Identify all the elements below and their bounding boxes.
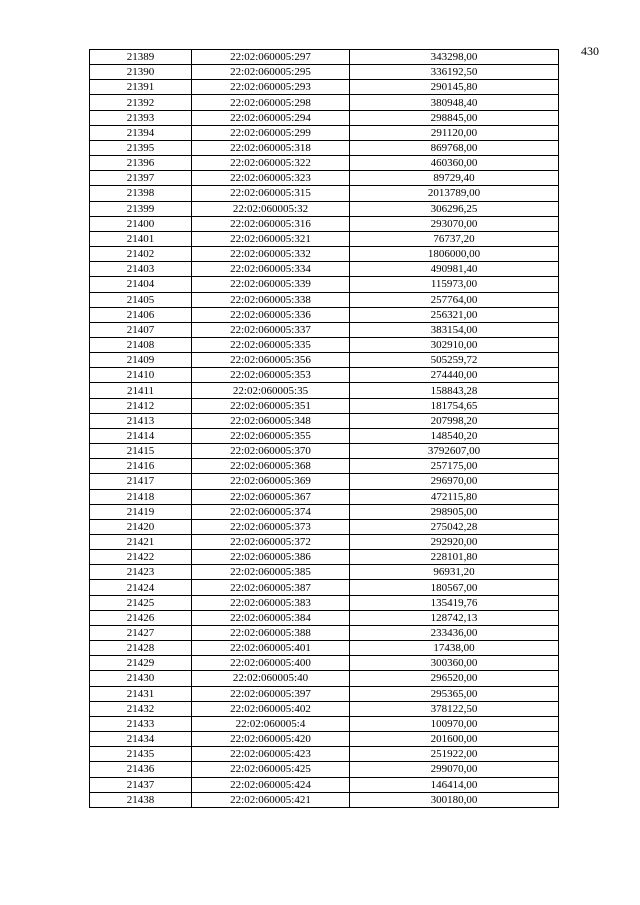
row-number-cell: 21427 [90, 625, 192, 640]
cadastral-value-cell: 251922,00 [350, 747, 559, 762]
cadastral-table [89, 49, 559, 808]
row-number-cell: 21397 [90, 171, 192, 186]
cadastral-value-cell: 115973,00 [350, 277, 559, 292]
cadastral-value-cell: 256321,00 [350, 307, 559, 322]
table-row [90, 656, 559, 671]
table-row [90, 186, 559, 201]
cadastral-number-cell: 22:02:060005:351 [192, 398, 350, 413]
cadastral-number-cell: 22:02:060005:4 [192, 716, 350, 731]
table-row [90, 671, 559, 686]
row-number-cell: 21418 [90, 489, 192, 504]
table-row [90, 641, 559, 656]
cadastral-value-cell: 300360,00 [350, 656, 559, 671]
cadastral-value-cell: 296970,00 [350, 474, 559, 489]
cadastral-value-cell: 135419,76 [350, 595, 559, 610]
table-row [90, 428, 559, 443]
cadastral-number-cell: 22:02:060005:387 [192, 580, 350, 595]
table-row [90, 459, 559, 474]
cadastral-number-cell: 22:02:060005:295 [192, 65, 350, 80]
cadastral-number-cell: 22:02:060005:294 [192, 110, 350, 125]
cadastral-value-cell: 343298,00 [350, 50, 559, 65]
row-number-cell: 21426 [90, 610, 192, 625]
cadastral-number-cell: 22:02:060005:423 [192, 747, 350, 762]
table-row [90, 140, 559, 155]
cadastral-value-cell: 3792607,00 [350, 444, 559, 459]
cadastral-value-cell: 290145,80 [350, 80, 559, 95]
cadastral-number-cell: 22:02:060005:353 [192, 368, 350, 383]
table-row [90, 125, 559, 140]
cadastral-number-cell: 22:02:060005:315 [192, 186, 350, 201]
cadastral-number-cell: 22:02:060005:368 [192, 459, 350, 474]
table-row [90, 398, 559, 413]
cadastral-value-cell: 1806000,00 [350, 247, 559, 262]
cadastral-value-cell: 76737,20 [350, 231, 559, 246]
row-number-cell: 21408 [90, 337, 192, 352]
row-number-cell: 21403 [90, 262, 192, 277]
cadastral-number-cell: 22:02:060005:335 [192, 337, 350, 352]
cadastral-number-cell: 22:02:060005:383 [192, 595, 350, 610]
table-row [90, 201, 559, 216]
cadastral-value-cell: 128742,13 [350, 610, 559, 625]
table-row [90, 383, 559, 398]
cadastral-number-cell: 22:02:060005:386 [192, 550, 350, 565]
row-number-cell: 21391 [90, 80, 192, 95]
row-number-cell: 21434 [90, 732, 192, 747]
cadastral-number-cell: 22:02:060005:348 [192, 413, 350, 428]
table-row [90, 732, 559, 747]
cadastral-value-cell: 96931,20 [350, 565, 559, 580]
cadastral-value-cell: 180567,00 [350, 580, 559, 595]
cadastral-value-cell: 296520,00 [350, 671, 559, 686]
row-number-cell: 21395 [90, 140, 192, 155]
cadastral-number-cell: 22:02:060005:299 [192, 125, 350, 140]
table-row [90, 762, 559, 777]
row-number-cell: 21413 [90, 413, 192, 428]
table-row [90, 307, 559, 322]
cadastral-number-cell: 22:02:060005:367 [192, 489, 350, 504]
row-number-cell: 21411 [90, 383, 192, 398]
row-number-cell: 21422 [90, 550, 192, 565]
cadastral-value-cell: 292920,00 [350, 535, 559, 550]
cadastral-value-cell: 490981,40 [350, 262, 559, 277]
row-number-cell: 21436 [90, 762, 192, 777]
cadastral-value-cell: 378122,50 [350, 701, 559, 716]
cadastral-number-cell: 22:02:060005:355 [192, 428, 350, 443]
table-row [90, 519, 559, 534]
cadastral-value-cell: 274440,00 [350, 368, 559, 383]
table-row [90, 565, 559, 580]
cadastral-value-cell: 380948,40 [350, 95, 559, 110]
row-number-cell: 21399 [90, 201, 192, 216]
row-number-cell: 21435 [90, 747, 192, 762]
cadastral-number-cell: 22:02:060005:40 [192, 671, 350, 686]
row-number-cell: 21414 [90, 428, 192, 443]
table-row [90, 65, 559, 80]
cadastral-number-cell: 22:02:060005:316 [192, 216, 350, 231]
table-row [90, 292, 559, 307]
table-row [90, 95, 559, 110]
row-number-cell: 21431 [90, 686, 192, 701]
row-number-cell: 21438 [90, 792, 192, 807]
row-number-cell: 21390 [90, 65, 192, 80]
row-number-cell: 21412 [90, 398, 192, 413]
cadastral-value-cell: 291120,00 [350, 125, 559, 140]
table-row [90, 489, 559, 504]
table-row [90, 716, 559, 731]
table-row [90, 262, 559, 277]
table-row [90, 625, 559, 640]
cadastral-number-cell: 22:02:060005:321 [192, 231, 350, 246]
row-number-cell: 21407 [90, 322, 192, 337]
row-number-cell: 21394 [90, 125, 192, 140]
table-row [90, 413, 559, 428]
table-row [90, 247, 559, 262]
row-number-cell: 21398 [90, 186, 192, 201]
cadastral-number-cell: 22:02:060005:318 [192, 140, 350, 155]
cadastral-number-cell: 22:02:060005:338 [192, 292, 350, 307]
cadastral-number-cell: 22:02:060005:337 [192, 322, 350, 337]
table-row [90, 580, 559, 595]
cadastral-value-cell: 383154,00 [350, 322, 559, 337]
row-number-cell: 21405 [90, 292, 192, 307]
cadastral-number-cell: 22:02:060005:298 [192, 95, 350, 110]
cadastral-number-cell: 22:02:060005:374 [192, 504, 350, 519]
cadastral-value-cell: 257764,00 [350, 292, 559, 307]
cadastral-number-cell: 22:02:060005:32 [192, 201, 350, 216]
row-number-cell: 21428 [90, 641, 192, 656]
table-body [90, 50, 559, 808]
table-row [90, 322, 559, 337]
table-row [90, 792, 559, 807]
table-row [90, 368, 559, 383]
row-number-cell: 21401 [90, 231, 192, 246]
table-row [90, 777, 559, 792]
row-number-cell: 21430 [90, 671, 192, 686]
table-row [90, 231, 559, 246]
cadastral-value-cell: 233436,00 [350, 625, 559, 640]
table-row [90, 80, 559, 95]
cadastral-value-cell: 17438,00 [350, 641, 559, 656]
cadastral-number-cell: 22:02:060005:336 [192, 307, 350, 322]
cadastral-value-cell: 201600,00 [350, 732, 559, 747]
table-row [90, 216, 559, 231]
cadastral-value-cell: 257175,00 [350, 459, 559, 474]
cadastral-number-cell: 22:02:060005:322 [192, 156, 350, 171]
table-row [90, 550, 559, 565]
cadastral-value-cell: 158843,28 [350, 383, 559, 398]
cadastral-value-cell: 306296,25 [350, 201, 559, 216]
cadastral-number-cell: 22:02:060005:420 [192, 732, 350, 747]
row-number-cell: 21425 [90, 595, 192, 610]
row-number-cell: 21409 [90, 353, 192, 368]
cadastral-number-cell: 22:02:060005:332 [192, 247, 350, 262]
page-number: 430 [581, 44, 599, 58]
row-number-cell: 21420 [90, 519, 192, 534]
table-row [90, 535, 559, 550]
cadastral-value-cell: 298845,00 [350, 110, 559, 125]
cadastral-number-cell: 22:02:060005:339 [192, 277, 350, 292]
row-number-cell: 21404 [90, 277, 192, 292]
cadastral-number-cell: 22:02:060005:421 [192, 792, 350, 807]
table-row [90, 444, 559, 459]
row-number-cell: 21424 [90, 580, 192, 595]
table-row [90, 171, 559, 186]
cadastral-number-cell: 22:02:060005:384 [192, 610, 350, 625]
row-number-cell: 21429 [90, 656, 192, 671]
cadastral-number-cell: 22:02:060005:388 [192, 625, 350, 640]
cadastral-number-cell: 22:02:060005:402 [192, 701, 350, 716]
cadastral-value-cell: 505259,72 [350, 353, 559, 368]
cadastral-value-cell: 302910,00 [350, 337, 559, 352]
table-row [90, 156, 559, 171]
row-number-cell: 21393 [90, 110, 192, 125]
row-number-cell: 21415 [90, 444, 192, 459]
cadastral-number-cell: 22:02:060005:373 [192, 519, 350, 534]
cadastral-value-cell: 228101,80 [350, 550, 559, 565]
cadastral-value-cell: 299070,00 [350, 762, 559, 777]
row-number-cell: 21432 [90, 701, 192, 716]
table-row [90, 504, 559, 519]
cadastral-number-cell: 22:02:060005:370 [192, 444, 350, 459]
cadastral-value-cell: 460360,00 [350, 156, 559, 171]
cadastral-number-cell: 22:02:060005:372 [192, 535, 350, 550]
cadastral-value-cell: 146414,00 [350, 777, 559, 792]
cadastral-number-cell: 22:02:060005:356 [192, 353, 350, 368]
cadastral-value-cell: 275042,28 [350, 519, 559, 534]
table-row [90, 353, 559, 368]
cadastral-number-cell: 22:02:060005:293 [192, 80, 350, 95]
row-number-cell: 21417 [90, 474, 192, 489]
table-row [90, 701, 559, 716]
table-row [90, 595, 559, 610]
row-number-cell: 21433 [90, 716, 192, 731]
table-row [90, 610, 559, 625]
row-number-cell: 21410 [90, 368, 192, 383]
table-row [90, 50, 559, 65]
row-number-cell: 21421 [90, 535, 192, 550]
table-row [90, 277, 559, 292]
cadastral-value-cell: 207998,20 [350, 413, 559, 428]
cadastral-number-cell: 22:02:060005:425 [192, 762, 350, 777]
row-number-cell: 21389 [90, 50, 192, 65]
cadastral-value-cell: 293070,00 [350, 216, 559, 231]
table-row [90, 474, 559, 489]
table-row [90, 337, 559, 352]
table-row [90, 686, 559, 701]
cadastral-number-cell: 22:02:060005:35 [192, 383, 350, 398]
row-number-cell: 21419 [90, 504, 192, 519]
cadastral-number-cell: 22:02:060005:401 [192, 641, 350, 656]
cadastral-number-cell: 22:02:060005:397 [192, 686, 350, 701]
cadastral-value-cell: 2013789,00 [350, 186, 559, 201]
cadastral-number-cell: 22:02:060005:323 [192, 171, 350, 186]
cadastral-number-cell: 22:02:060005:385 [192, 565, 350, 580]
cadastral-number-cell: 22:02:060005:424 [192, 777, 350, 792]
cadastral-value-cell: 148540,20 [350, 428, 559, 443]
cadastral-value-cell: 472115,80 [350, 489, 559, 504]
row-number-cell: 21396 [90, 156, 192, 171]
table-row [90, 747, 559, 762]
row-number-cell: 21423 [90, 565, 192, 580]
cadastral-value-cell: 181754,65 [350, 398, 559, 413]
cadastral-number-cell: 22:02:060005:297 [192, 50, 350, 65]
row-number-cell: 21406 [90, 307, 192, 322]
row-number-cell: 21392 [90, 95, 192, 110]
row-number-cell: 21400 [90, 216, 192, 231]
cadastral-value-cell: 100970,00 [350, 716, 559, 731]
cadastral-number-cell: 22:02:060005:369 [192, 474, 350, 489]
cadastral-value-cell: 869768,00 [350, 140, 559, 155]
cadastral-value-cell: 336192,50 [350, 65, 559, 80]
row-number-cell: 21402 [90, 247, 192, 262]
table-row [90, 110, 559, 125]
cadastral-number-cell: 22:02:060005:334 [192, 262, 350, 277]
cadastral-value-cell: 295365,00 [350, 686, 559, 701]
row-number-cell: 21437 [90, 777, 192, 792]
cadastral-value-cell: 298905,00 [350, 504, 559, 519]
row-number-cell: 21416 [90, 459, 192, 474]
cadastral-value-cell: 300180,00 [350, 792, 559, 807]
cadastral-number-cell: 22:02:060005:400 [192, 656, 350, 671]
cadastral-value-cell: 89729,40 [350, 171, 559, 186]
